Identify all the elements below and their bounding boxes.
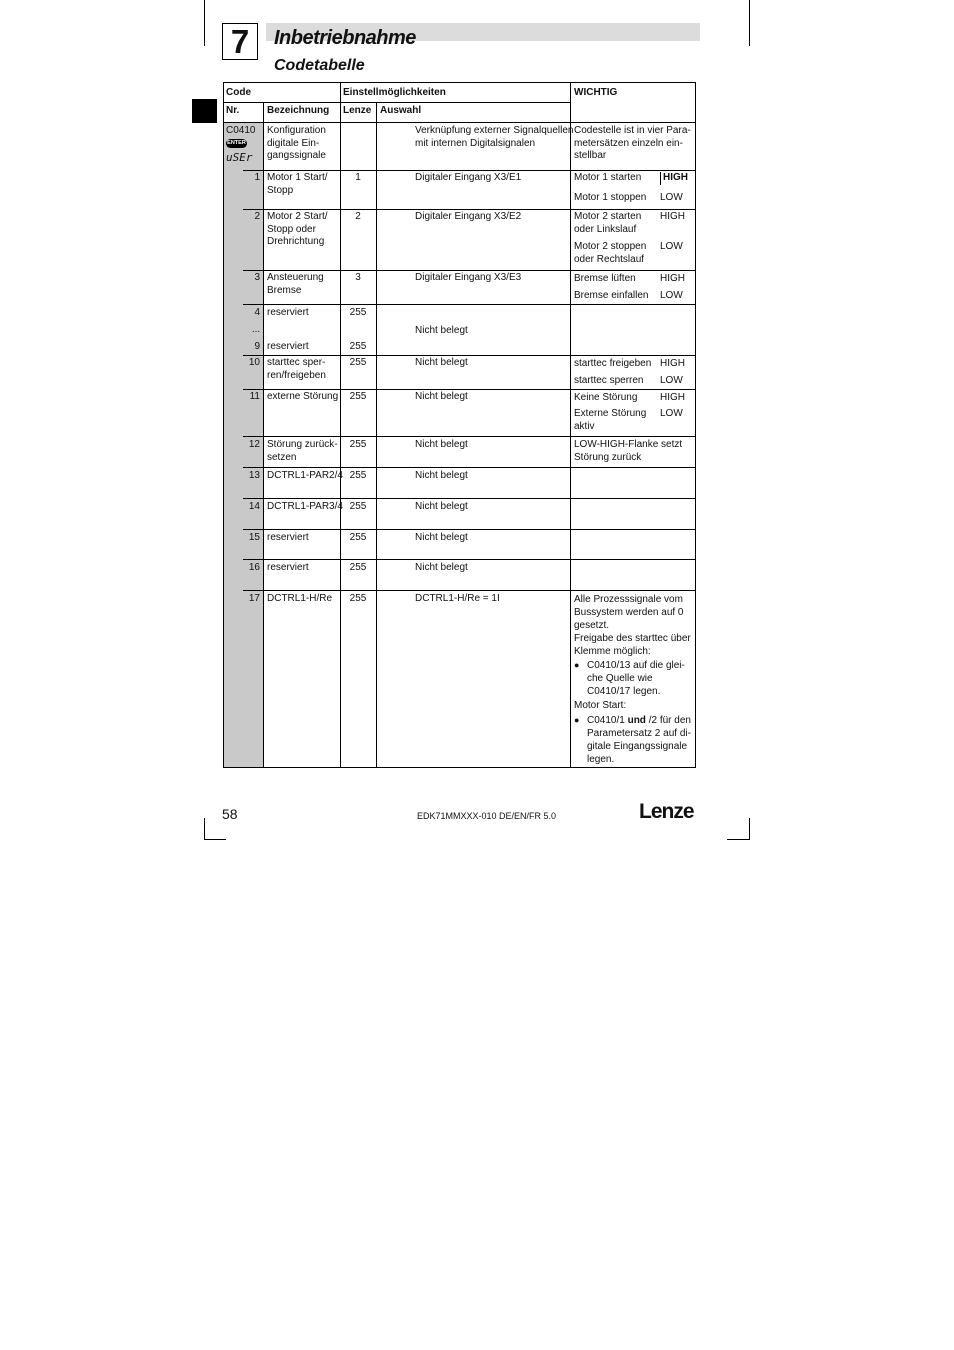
header-auswahl: Auswahl xyxy=(380,105,422,116)
row-bezeichnung: DCTRL1-H/Re xyxy=(267,593,333,604)
row-bezeichnung: Störung zurück- setzen xyxy=(267,439,338,463)
crop-mark xyxy=(204,818,205,840)
row-auswahl: Digitaler Eingang X3/E1 xyxy=(415,172,522,183)
wichtig-bullet-2: C0410/1 und /2 für den Parametersatz 2 auf di- gitale Eingangssignale legen. xyxy=(587,715,691,765)
wichtig-level: HIGH xyxy=(660,211,685,222)
row-lenze: 2 xyxy=(355,211,361,222)
row-bezeichnung: Motor 1 Start/ Stopp xyxy=(267,172,328,196)
wichtig-text: Motor 1 starten xyxy=(574,172,642,183)
chapter-number: 7 xyxy=(222,23,258,60)
row-nr: 2 xyxy=(254,211,260,222)
row-bezeichnung: starttec sper- ren/freigeben xyxy=(267,357,326,381)
row-nr: 16 xyxy=(248,562,260,573)
row-bezeichnung: externe Störung xyxy=(267,391,339,402)
lenze-logo: Lenze xyxy=(639,800,694,823)
page-number: 58 xyxy=(222,806,238,822)
code-c0410: C0410 xyxy=(226,125,256,136)
main-bezeichnung: Konfiguration digitale Ein- gangssignale xyxy=(267,125,326,161)
page-subtitle: Codetabelle xyxy=(274,57,365,74)
row-auswahl: Nicht belegt xyxy=(415,325,468,336)
row-nr: 15 xyxy=(248,532,260,543)
wichtig-level: HIGH xyxy=(660,392,685,403)
main-auswahl: Verknüpfung externer Signalquellen mit internen Digitalsignalen xyxy=(415,125,574,149)
header-code: Code xyxy=(226,87,251,98)
crop-mark xyxy=(204,839,226,840)
row-lenze: 3 xyxy=(355,272,361,283)
row-lenze: 255 xyxy=(349,470,367,481)
wichtig-text: Bremse lüften xyxy=(574,273,636,284)
bullet-icon: ● xyxy=(574,715,580,725)
wichtig-text: Keine Störung xyxy=(574,392,638,403)
chapter-side-tab xyxy=(192,99,217,123)
row-nr: 12 xyxy=(248,439,260,450)
row-bezeichnung: DCTRL1-PAR2/4 xyxy=(267,470,343,481)
header-nr: Nr. xyxy=(226,105,240,116)
row-lenze: 255 xyxy=(349,593,367,604)
crop-mark xyxy=(749,818,750,840)
row-nr-ellipsis: ... xyxy=(251,324,261,335)
row-lenze: 255 xyxy=(349,532,367,543)
row-auswahl: Nicht belegt xyxy=(415,391,468,402)
row-lenze: 255 xyxy=(349,391,367,402)
header-wichtig: WICHTIG xyxy=(574,87,618,98)
row-lenze: 255 xyxy=(349,501,367,512)
crop-mark xyxy=(749,0,750,46)
wichtig-text: starttec sperren xyxy=(574,375,644,386)
row-nr: 11 xyxy=(249,391,260,402)
row-lenze: 255 xyxy=(349,439,367,450)
header-einstellmoeglichkeiten: Einstellmöglichkeiten xyxy=(343,87,446,98)
wichtig-level: HIGH xyxy=(660,273,685,284)
wichtig-intro: Alle Prozesssignale vom Bussystem werden auf 0 gesetzt. Freigabe des starttec über Klemme möglich: xyxy=(574,594,691,657)
wichtig-text: Motor 1 stoppen xyxy=(574,192,647,203)
row-auswahl: Nicht belegt xyxy=(415,439,468,450)
wichtig-text: Externe Störung aktiv xyxy=(574,408,647,432)
header-lenze: Lenze xyxy=(343,105,372,116)
crop-mark xyxy=(727,839,750,840)
row-auswahl: Nicht belegt xyxy=(415,501,468,512)
row-nr: 9 xyxy=(254,341,260,352)
wichtig-motor-start: Motor Start: xyxy=(574,700,627,711)
row-nr: 4 xyxy=(254,307,260,318)
row-nr: 14 xyxy=(248,501,260,512)
wichtig-level: LOW xyxy=(660,375,683,386)
row-bezeichnung: reserviert xyxy=(267,562,309,573)
row-lenze: 255 xyxy=(349,341,367,352)
wichtig-text: Motor 2 stoppen oder Rechtslauf xyxy=(574,241,647,265)
code-table xyxy=(223,82,696,768)
row-nr: 10 xyxy=(248,357,260,368)
wichtig-level: LOW xyxy=(660,241,683,252)
row-nr: 3 xyxy=(254,272,260,283)
wichtig-bullet-1: C0410/13 auf die glei- che Quelle wie C0410/17 legen. xyxy=(587,660,685,697)
row-auswahl: DCTRL1-H/Re = 1I xyxy=(415,593,500,604)
row-auswahl: Nicht belegt xyxy=(415,470,468,481)
row-bezeichnung: Motor 2 Start/ Stopp oder Drehrichtung xyxy=(267,211,328,247)
wichtig-text: starttec freigeben xyxy=(574,358,652,369)
row-nr: 17 xyxy=(248,593,260,604)
wichtig-level: HIGH xyxy=(660,358,685,369)
wichtig-level: HIGH xyxy=(660,172,688,185)
wichtig-level: LOW xyxy=(660,408,683,419)
wichtig-level: LOW xyxy=(660,290,683,301)
crop-mark xyxy=(204,0,205,46)
row-lenze: 1 xyxy=(355,172,361,183)
wichtig-text: LOW-HIGH-Flanke setzt Störung zurück xyxy=(574,439,683,463)
row-nr: 1 xyxy=(254,172,260,183)
bullet-icon: ● xyxy=(574,660,580,670)
row-auswahl: Nicht belegt xyxy=(415,562,468,573)
wichtig-text: Bremse einfallen xyxy=(574,290,649,301)
row-auswahl: Digitaler Eingang X3/E3 xyxy=(415,272,522,283)
row-auswahl: Nicht belegt xyxy=(415,357,468,368)
row-bezeichnung: DCTRL1-PAR3/4 xyxy=(267,501,343,512)
row-auswahl: Nicht belegt xyxy=(415,532,468,543)
row-auswahl: Digitaler Eingang X3/E2 xyxy=(415,211,522,222)
enter-key-icon: ENTER xyxy=(227,140,246,146)
row-bezeichnung: Ansteuerung Bremse xyxy=(267,272,324,296)
row-lenze: 255 xyxy=(349,562,367,573)
row-bezeichnung: reserviert xyxy=(267,532,309,543)
document-id: EDK71MMXXX-010 DE/EN/FR 5.0 xyxy=(417,811,557,821)
header-bezeichnung: Bezeichnung xyxy=(267,105,330,116)
main-wichtig: Codestelle ist in vier Para- metersätzen einzeln ein- stellbar xyxy=(574,125,691,161)
row-lenze: 255 xyxy=(349,357,367,368)
wichtig-level: LOW xyxy=(660,192,683,203)
wichtig-text: Motor 2 starten oder Linkslauf xyxy=(574,211,642,235)
row-lenze: 255 xyxy=(349,307,367,318)
row-bezeichnung: reserviert xyxy=(267,307,309,318)
row-bezeichnung: reserviert xyxy=(267,341,309,352)
page-title: Inbetriebnahme xyxy=(274,27,416,49)
row-nr: 13 xyxy=(248,470,260,481)
user-menu-icon: uSEr xyxy=(226,151,253,164)
